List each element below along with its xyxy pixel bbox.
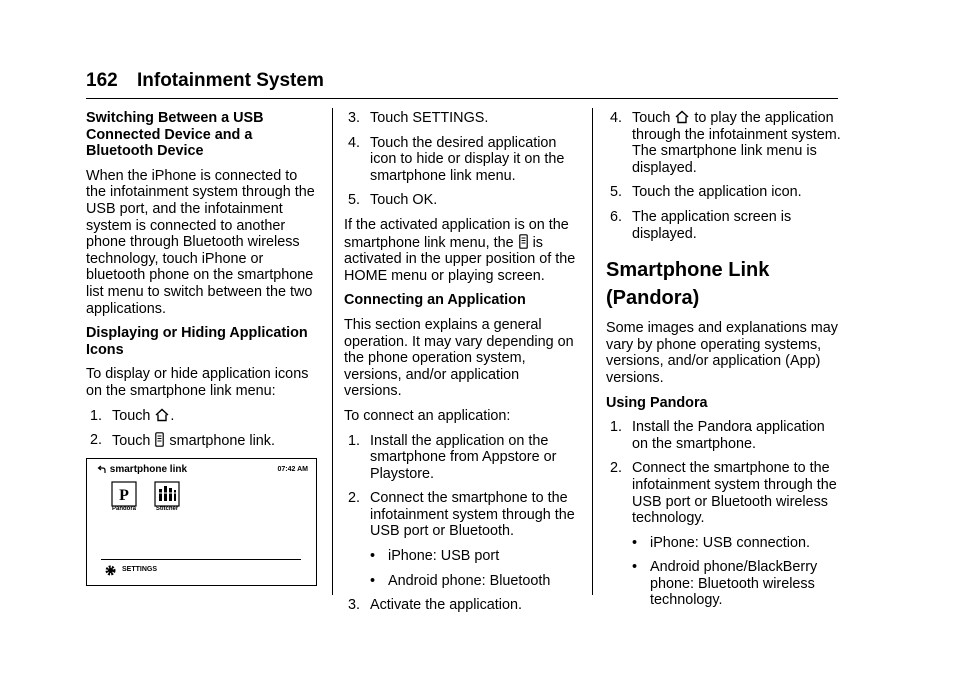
list-item: 1. Touch . bbox=[90, 407, 175, 424]
back-arrow-icon bbox=[97, 465, 106, 474]
list-item: 3. Touch SETTINGS. bbox=[348, 110, 489, 126]
pandora-icon bbox=[111, 481, 137, 507]
paragraph: To display or hide application icons on the smartphone link menu: bbox=[86, 366, 309, 399]
settings-entry: SETTINGS bbox=[103, 564, 157, 577]
page-number: 162 bbox=[86, 70, 118, 91]
list-item: 5. Touch OK. bbox=[348, 192, 438, 209]
column-3 bbox=[606, 110, 842, 617]
column-divider bbox=[592, 108, 593, 595]
smartphone-link-icon bbox=[155, 432, 164, 447]
list-item: 6. The application screen is displayed. bbox=[610, 208, 792, 242]
figure-divider bbox=[101, 559, 301, 560]
list-item: 2. Touch smartphone link. bbox=[90, 432, 275, 450]
section-title: Smartphone Link (Pandora) bbox=[606, 259, 770, 310]
section-heading: Using Pandora bbox=[606, 394, 708, 411]
home-icon bbox=[675, 110, 689, 124]
paragraph: To connect an application: bbox=[344, 407, 511, 424]
bullet-item: • Android phone/BlackBerry phone: Bluetooth wireless technology. bbox=[632, 559, 818, 609]
column-2 bbox=[344, 110, 580, 622]
svg-text:P: P bbox=[119, 487, 129, 504]
gear-icon bbox=[104, 564, 117, 577]
paragraph: If the activated application is on the smartphone link menu, the is activated in the upper position of the HOME menu or playing screen. bbox=[344, 216, 576, 284]
page-title: Infotainment System bbox=[136, 70, 324, 91]
steps-list bbox=[606, 419, 842, 527]
app-label-stitcher: Stitcher bbox=[155, 506, 179, 512]
list-item: 5. Touch the application icon. bbox=[610, 184, 802, 201]
bullet-item: • iPhone: USB port bbox=[370, 548, 500, 565]
list-item: 2. Connect the smartphone to the infotainment system through the USB port or Bluetooth wireless technology. bbox=[610, 460, 837, 527]
list-item: 2. Connect the smartphone to the infotainment system through the USB port or Bluetooth. bbox=[348, 490, 575, 540]
steps-list bbox=[86, 408, 318, 450]
bullet-list bbox=[606, 535, 842, 609]
smartphone-link-icon bbox=[519, 234, 528, 249]
home-icon bbox=[155, 408, 169, 422]
column-1 bbox=[86, 110, 318, 458]
paragraph: When the iPhone is connected to the infotainment system through the USB port, and the infotainment system is connected to another phone through Bluetooth wireless technology, touch iPhone or bluetooth phone on the smartphone list menu to switch between the two applications. bbox=[86, 167, 315, 317]
figure-title: smartphone link bbox=[96, 464, 187, 475]
bullet-list bbox=[344, 548, 580, 589]
steps-list bbox=[344, 433, 580, 541]
list-item: 1. Install the application on the smartphone from Appstore or Playstore. bbox=[348, 432, 557, 482]
bullet-item: • iPhone: USB connection. bbox=[632, 534, 810, 551]
smartphone-link-screenshot bbox=[86, 458, 317, 586]
steps-list bbox=[606, 110, 842, 242]
bullet-item: • Android phone: Bluetooth bbox=[370, 572, 551, 589]
app-label-pandora: Pandora bbox=[111, 506, 136, 512]
section-heading: Switching Between a USB Connected Device and a Bluetooth Device bbox=[86, 110, 264, 160]
list-item: 1. Install the Pandora application on the smartphone. bbox=[610, 419, 825, 452]
section-heading: Connecting an Application bbox=[344, 292, 526, 309]
paragraph: Some images and explanations may vary by phone operating systems, versions, and/or application (App) versions. bbox=[606, 320, 838, 386]
list-item: 4. Touch the desired application icon to hide or display it on the smartphone link menu. bbox=[348, 134, 565, 184]
stitcher-icon bbox=[154, 481, 180, 507]
section-heading: Displaying or Hiding Application Icons bbox=[86, 325, 308, 358]
clock: 07:42 AM bbox=[277, 466, 308, 473]
paragraph: This section explains a general operation. It may vary depending on the phone operation system, versions, and/or application versions. bbox=[344, 316, 574, 400]
list-item: 3. Activate the application. bbox=[348, 597, 522, 614]
steps-list bbox=[344, 110, 580, 209]
steps-list bbox=[344, 597, 580, 614]
column-divider bbox=[332, 108, 333, 595]
list-item: 4. Touch to play the application through the infotainment system. The smartphone link menu is displayed. bbox=[610, 110, 841, 176]
page-header bbox=[86, 70, 324, 92]
header-rule bbox=[86, 98, 838, 99]
